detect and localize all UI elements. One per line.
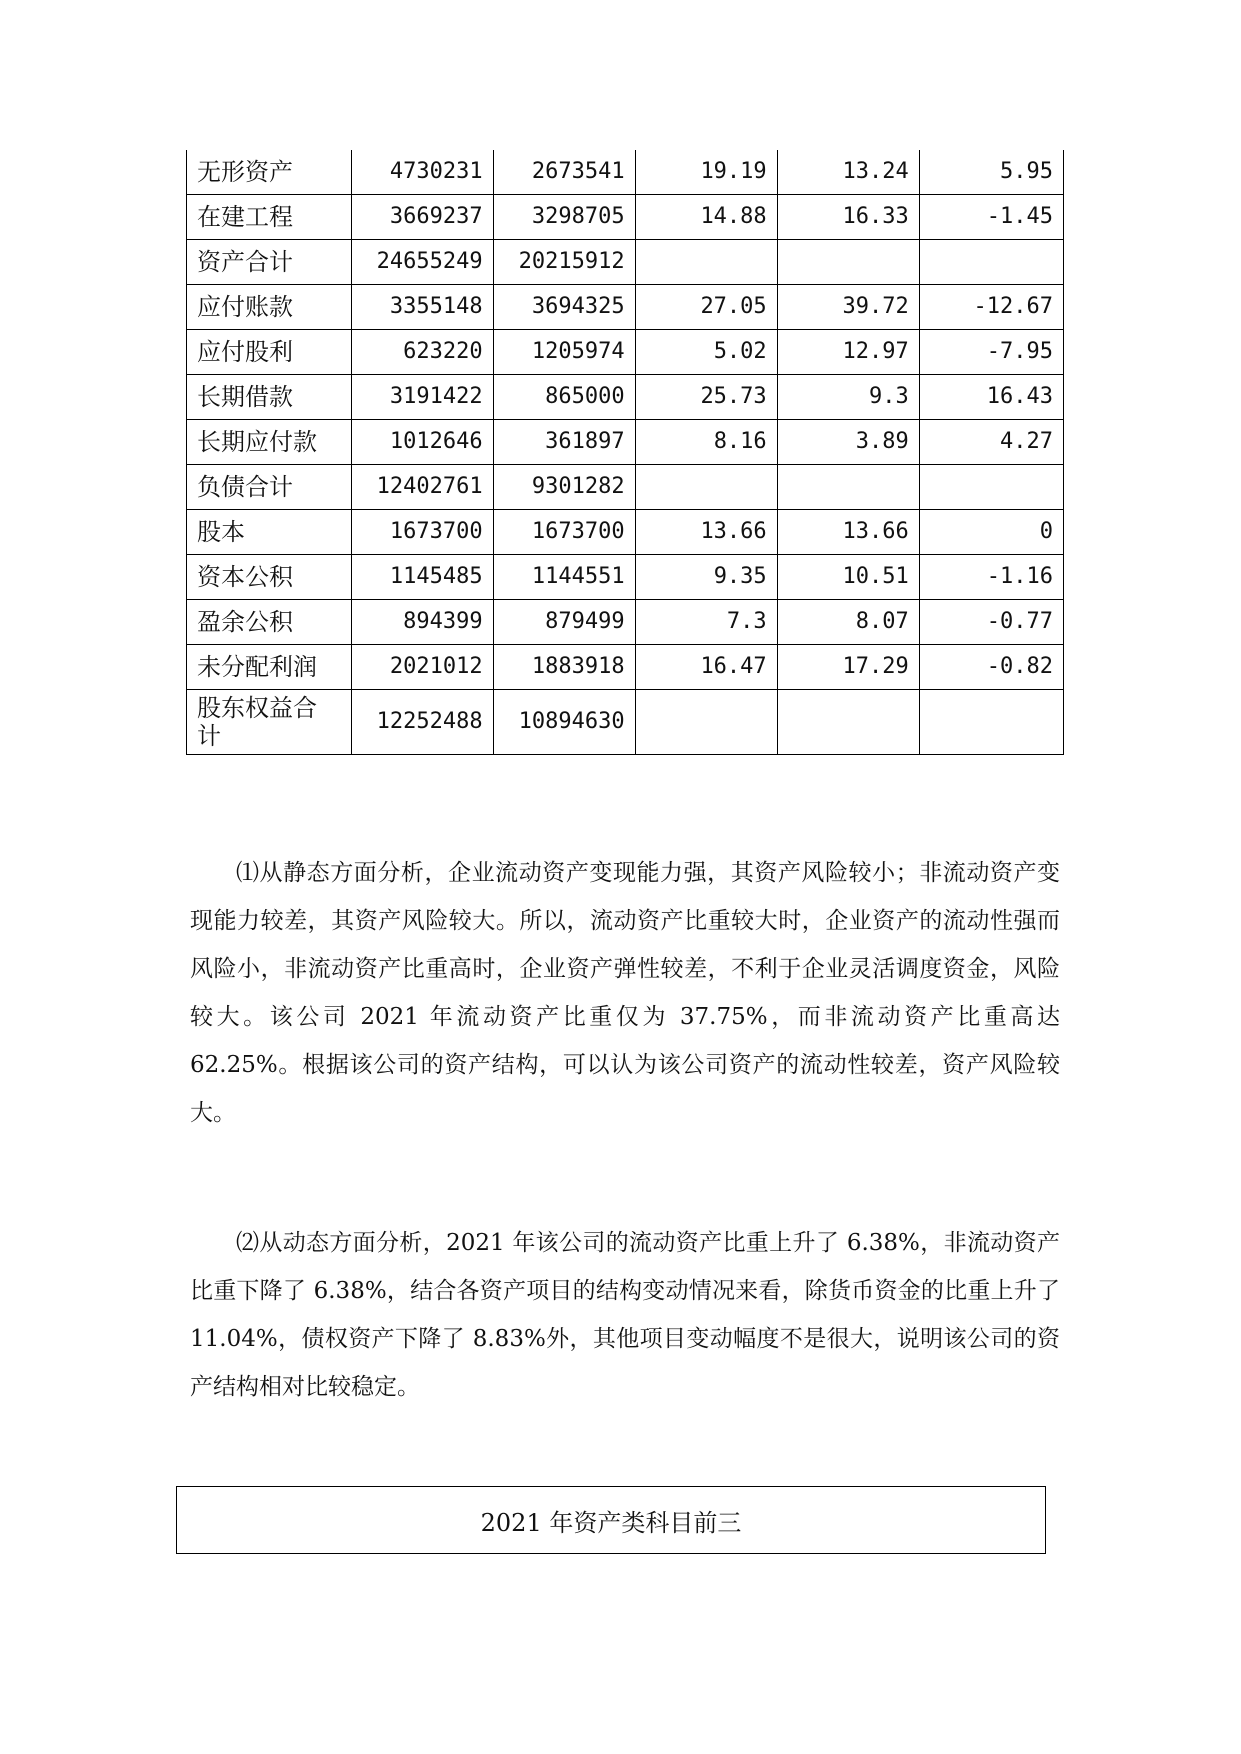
value-cell: 3694325 bbox=[493, 285, 635, 330]
table-row bbox=[187, 375, 1064, 420]
static-analysis-paragraph: ⑴从静态方面分析，企业流动资产变现能力强，其资产风险较小；非流动资产变现能力较差，其资产风险较大。所以，流动资产比重较大时，企业资产的流动性强而风险小，非流动资产比重高时，企业资产弹性较差，不利于企业灵活调度资金，风险较大。该公司 2021 年流动资产比重仅为 37.75%，而非流动资产比重高达 62.25%。根据该公司的资产结构，可以认为该公司资产的流动性较差，资产风险较大。 bbox=[190, 860, 1060, 1126]
percent-cell: 10.51 bbox=[777, 555, 919, 600]
change-cell: -0.82 bbox=[919, 645, 1063, 690]
value-cell: 3669237 bbox=[351, 195, 493, 240]
value-cell: 9301282 bbox=[493, 465, 635, 510]
table-row bbox=[187, 510, 1064, 555]
table-row bbox=[187, 690, 1064, 755]
value-cell: 3355148 bbox=[351, 285, 493, 330]
percent-cell bbox=[777, 690, 919, 755]
change-cell: -1.45 bbox=[919, 195, 1063, 240]
percent-cell: 14.88 bbox=[635, 195, 777, 240]
value-cell: 1673700 bbox=[351, 510, 493, 555]
value-cell: 894399 bbox=[351, 600, 493, 645]
value-cell: 1673700 bbox=[493, 510, 635, 555]
change-cell: 16.43 bbox=[919, 375, 1063, 420]
value-cell: 1144551 bbox=[493, 555, 635, 600]
table-row bbox=[187, 600, 1064, 645]
row-label: 应付股利 bbox=[187, 330, 352, 375]
row-label: 长期应付款 bbox=[187, 420, 352, 465]
change-cell: -7.95 bbox=[919, 330, 1063, 375]
value-cell: 20215912 bbox=[493, 240, 635, 285]
change-cell bbox=[919, 465, 1063, 510]
percent-cell: 25.73 bbox=[635, 375, 777, 420]
percent-cell: 17.29 bbox=[777, 645, 919, 690]
table-row bbox=[187, 285, 1064, 330]
percent-cell bbox=[635, 465, 777, 510]
change-cell: 4.27 bbox=[919, 420, 1063, 465]
table-caption: 2021 年资产类科目前三 bbox=[480, 1508, 742, 1537]
table-row bbox=[187, 240, 1064, 285]
percent-cell: 9.3 bbox=[777, 375, 919, 420]
row-label: 负债合计 bbox=[187, 465, 352, 510]
table-body bbox=[187, 150, 1064, 755]
percent-cell: 5.02 bbox=[635, 330, 777, 375]
value-cell: 12252488 bbox=[351, 690, 493, 755]
balance-sheet-table bbox=[186, 150, 1064, 755]
row-label: 应付账款 bbox=[187, 285, 352, 330]
value-cell: 24655249 bbox=[351, 240, 493, 285]
row-label: 资产合计 bbox=[187, 240, 352, 285]
table-row bbox=[187, 645, 1064, 690]
percent-cell: 19.19 bbox=[635, 150, 777, 195]
row-label: 在建工程 bbox=[187, 195, 352, 240]
table-row bbox=[187, 465, 1064, 510]
percent-cell: 13.66 bbox=[777, 510, 919, 555]
value-cell: 10894630 bbox=[493, 690, 635, 755]
value-cell: 3298705 bbox=[493, 195, 635, 240]
change-cell: -12.67 bbox=[919, 285, 1063, 330]
change-cell bbox=[919, 690, 1063, 755]
value-cell: 879499 bbox=[493, 600, 635, 645]
percent-cell: 39.72 bbox=[777, 285, 919, 330]
percent-cell: 3.89 bbox=[777, 420, 919, 465]
row-label: 股本 bbox=[187, 510, 352, 555]
change-cell: 0 bbox=[919, 510, 1063, 555]
row-label: 资本公积 bbox=[187, 555, 352, 600]
row-label: 长期借款 bbox=[187, 375, 352, 420]
change-cell: 5.95 bbox=[919, 150, 1063, 195]
percent-cell: 13.66 bbox=[635, 510, 777, 555]
change-cell: -0.77 bbox=[919, 600, 1063, 645]
value-cell: 1883918 bbox=[493, 645, 635, 690]
value-cell: 361897 bbox=[493, 420, 635, 465]
value-cell: 865000 bbox=[493, 375, 635, 420]
change-cell bbox=[919, 240, 1063, 285]
row-label: 盈余公积 bbox=[187, 600, 352, 645]
value-cell: 12402761 bbox=[351, 465, 493, 510]
percent-cell: 8.07 bbox=[777, 600, 919, 645]
value-cell: 2673541 bbox=[493, 150, 635, 195]
percent-cell: 9.35 bbox=[635, 555, 777, 600]
percent-cell: 16.33 bbox=[777, 195, 919, 240]
percent-cell bbox=[635, 240, 777, 285]
value-cell: 623220 bbox=[351, 330, 493, 375]
value-cell: 1012646 bbox=[351, 420, 493, 465]
percent-cell: 7.3 bbox=[635, 600, 777, 645]
percent-cell: 27.05 bbox=[635, 285, 777, 330]
table-row bbox=[187, 195, 1064, 240]
table-row bbox=[187, 150, 1064, 195]
table-caption-box bbox=[176, 1486, 1046, 1554]
row-label: 无形资产 bbox=[187, 150, 352, 195]
value-cell: 2021012 bbox=[351, 645, 493, 690]
value-cell: 1145485 bbox=[351, 555, 493, 600]
row-label: 股东权益合计 bbox=[187, 690, 352, 755]
percent-cell: 13.24 bbox=[777, 150, 919, 195]
dynamic-analysis-paragraph: ⑵从动态方面分析，2021 年该公司的流动资产比重上升了 6.38%，非流动资产比重下降了 6.38%，结合各资产项目的结构变动情况来看，除货币资金的比重上升了 11.04%，债权资产下降了 8.83%外，其他项目变动幅度不是很大，说明该公司的资产结构相对比较稳定。 bbox=[190, 1230, 1060, 1400]
table-row bbox=[187, 330, 1064, 375]
value-cell: 3191422 bbox=[351, 375, 493, 420]
table-row bbox=[187, 555, 1064, 600]
percent-cell bbox=[777, 240, 919, 285]
change-cell: -1.16 bbox=[919, 555, 1063, 600]
percent-cell: 12.97 bbox=[777, 330, 919, 375]
row-label: 未分配利润 bbox=[187, 645, 352, 690]
percent-cell bbox=[777, 465, 919, 510]
percent-cell: 8.16 bbox=[635, 420, 777, 465]
percent-cell: 16.47 bbox=[635, 645, 777, 690]
value-cell: 4730231 bbox=[351, 150, 493, 195]
percent-cell bbox=[635, 690, 777, 755]
value-cell: 1205974 bbox=[493, 330, 635, 375]
table-row bbox=[187, 420, 1064, 465]
